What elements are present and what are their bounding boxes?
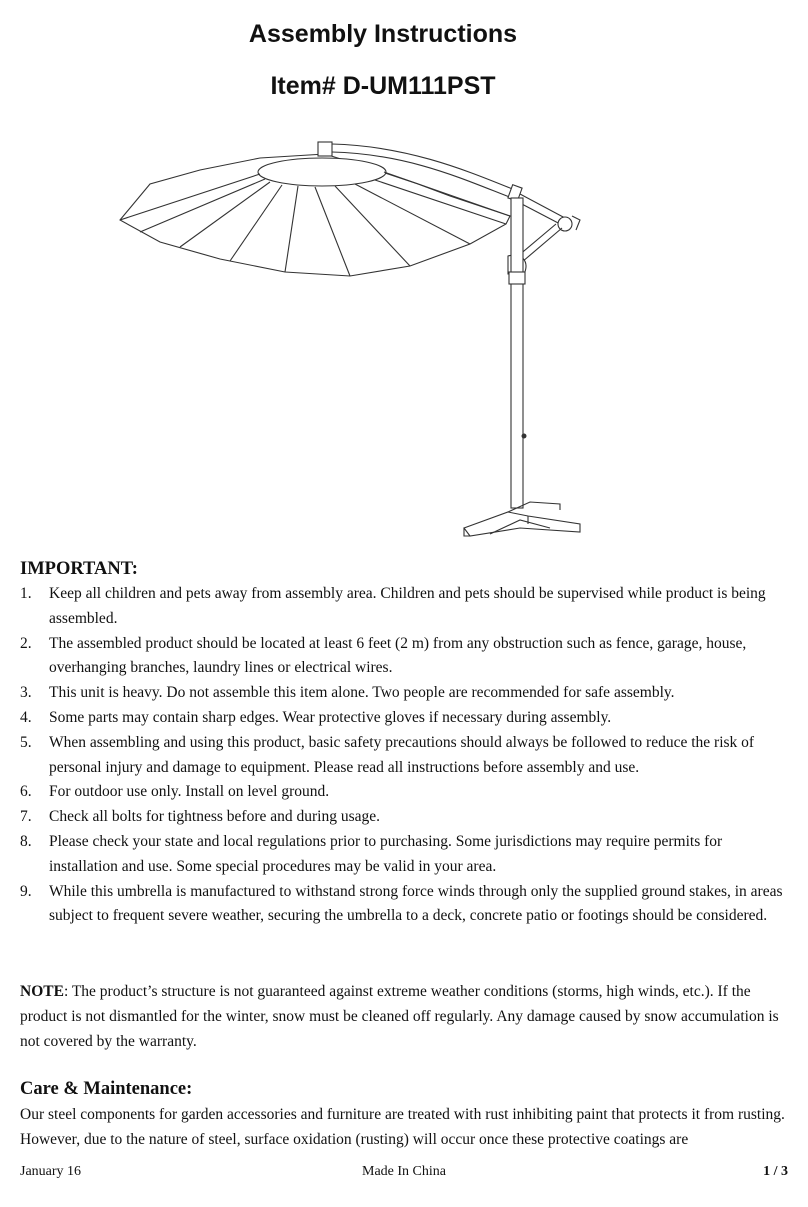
list-number: 4. — [20, 708, 32, 726]
footer-date: January 16 — [20, 1164, 82, 1179]
list-number: 1. — [20, 585, 32, 602]
list-number: 2. — [20, 634, 32, 652]
list-text: Check all bolts for tightness before and during usage. — [49, 808, 381, 826]
list-item — [20, 681, 790, 706]
list-item — [20, 731, 790, 781]
list-text: This unit is heavy. Do not assemble this item alone. Two people are recommended for safe assembly. — [49, 684, 675, 702]
list-number: 9. — [20, 882, 32, 900]
list-text: Keep all children and pets away from assembly area. Children and pets should be supervised while product is being assembled. — [49, 585, 766, 627]
list-text: While this umbrella is manufactured to withstand strong force winds through only the supplied ground stakes, in areas subject to frequent severe weather, securing the umbrella to a deck, concrete patio or footings should be considered. — [49, 882, 783, 925]
list-text: Please check your state and local regulations prior to purchasing. Some jurisdictions may require permits for installation and use. Some special procedures may be valid in your area. — [49, 832, 723, 875]
important-list — [20, 582, 790, 929]
list-item — [20, 632, 790, 682]
list-item — [20, 830, 790, 880]
care-paragraph: Our steel components for garden accessories and furniture are treated with rust inhibiting paint that protects it from rusting. However, due to the nature of steel, surface oxidation (rusting) will occur once these protective coatings are — [20, 1106, 785, 1148]
list-item — [20, 706, 790, 731]
document-title: Assembly Instructions — [248, 20, 518, 48]
care-heading: Care & Maintenance: — [20, 1079, 193, 1099]
umbrella-illustration — [110, 132, 590, 542]
list-number: 8. — [20, 832, 32, 850]
note-label: NOTE — [20, 983, 64, 1000]
list-text: Some parts may contain sharp edges. Wear protective gloves if necessary during assembly. — [49, 708, 612, 726]
list-number: 7. — [20, 808, 32, 826]
list-text: The assembled product should be located at least 6 feet (2 m) from any obstruction such as fence, garage, house, overhanging branches, laundry lines or electrical wires. — [49, 634, 747, 677]
list-text: For outdoor use only. Install on level ground. — [49, 783, 330, 801]
list-text: When assembling and using this product, basic safety precautions should always be followed to reduce the risk of personal injury and damage to equipment. Please read all instructions before assembly and use. — [49, 733, 755, 776]
note-paragraph — [20, 980, 790, 1054]
umbrella-pole — [509, 198, 527, 508]
note-text: : The product’s structure is not guaranteed against extreme weather conditions (storms, high winds, etc.). If the product is not dismantled for the winter, snow must be cleaned off regularly. Any damage caused by snow accumulation is not covered by the warranty. — [20, 983, 779, 1050]
item-number-title: Item# D-UM111PST — [270, 72, 496, 100]
list-item — [20, 805, 790, 830]
list-number: 6. — [20, 783, 32, 801]
list-number: 5. — [20, 733, 32, 751]
list-item — [20, 780, 790, 805]
important-heading: IMPORTANT: — [20, 559, 138, 579]
list-item — [20, 880, 790, 930]
list-item — [20, 582, 790, 632]
page-number: 1 / 3 — [763, 1164, 788, 1179]
list-number: 3. — [20, 684, 32, 702]
umbrella-canopy — [120, 154, 510, 276]
footer-origin: Made In China — [362, 1164, 446, 1179]
